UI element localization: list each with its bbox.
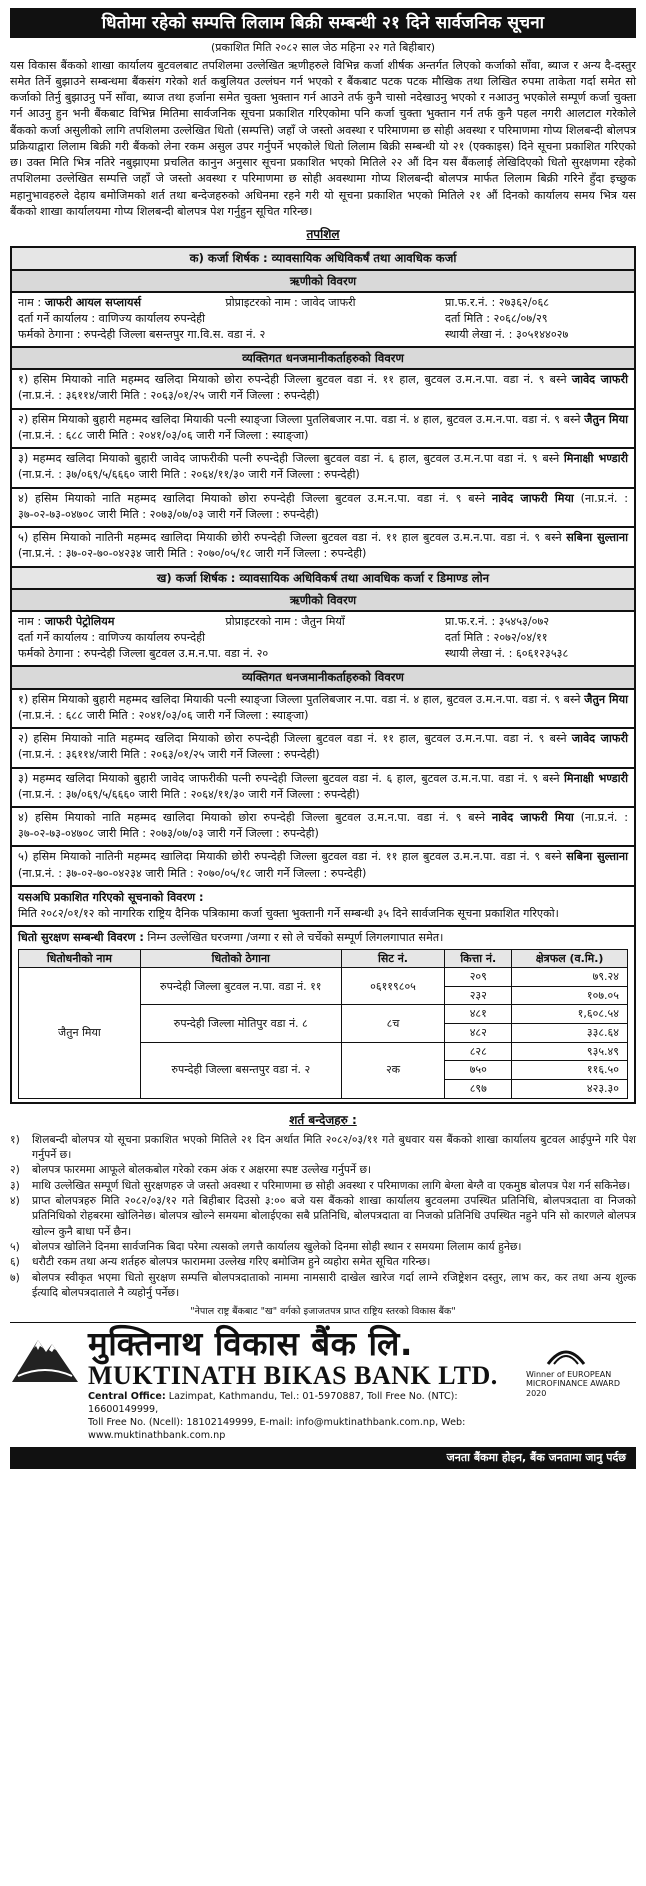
registration-date: दर्ता मिति : २०६८/०७/२९ — [445, 311, 548, 325]
bank-footer — [10, 1322, 636, 1443]
plot-cell: ७५० — [445, 1061, 512, 1080]
collateral-table — [18, 949, 628, 1099]
firm-address: फर्मको ठेगाना : रुपन्देही जिल्ला बसन्तपुर गा.वि.स. वडा नं. २ — [18, 327, 266, 341]
guarantor-item: २) हसिम मियाको नाति महम्मद खलिदा मियाको छोरा रुपन्देही जिल्ला बुटवल वडा नं. ११ हाल, बुटवल उ.म.न.पा. वडा नं. ९ बस्ने जावेद जाफरी (ना.प्र.नं. : ३६११४/जारी मिति : २०६३/०१/२५ जारी गर्ने जिल्ला : रुपन्देही) — [12, 729, 634, 768]
loan-b-borrower-details — [12, 612, 634, 667]
plot-cell: ८९७ — [445, 1079, 512, 1098]
collateral-intro: धितो सुरक्षण सम्बन्धी विवरण : निम्न उल्लेखित घरजग्गा /जग्गा र सो ले चर्चेको सम्पूर्ण लिगलगापात समेत। — [18, 930, 444, 944]
list-item: ५) बोलपत्र खोलिने दिनमा सार्वजनिक बिदा परेमा त्यसको लगत्तै कार्यालय खुलेको दिनमा सोही स्थान र समयमा लिलाम कार्य हुनेछ। — [10, 1239, 522, 1253]
award-badge: Winner of EUROPEAN MICROFINANCE AWARD 2020 — [526, 1326, 636, 1443]
list-item: ६) धरौटी रकम तथा अन्य शर्तहरु बोलपत्र फाराममा उल्लेख गरिए बमोजिम हुने व्यहोरा समेत सूचित गरिन्छ। — [10, 1255, 431, 1269]
loan-a-borrower-heading: ऋणीको विवरण — [12, 271, 634, 293]
loan-b-heading: ख) कर्जा शिर्षक : व्यावसायिक अधिविकर्ष तथा आवधिक कर्जा र डिमाण्ड लोन — [12, 568, 634, 590]
address-cell: रुपन्देही जिल्ला बुटवल न.पा. वडा नं. ११ — [140, 968, 341, 1005]
award-laurel-icon — [546, 1338, 586, 1368]
table-row — [19, 968, 628, 987]
loan-a-section — [10, 246, 636, 887]
address-cell: रुपन्देही जिल्ला बसन्तपुर वडा नं. २ — [140, 1042, 341, 1098]
pan-number: स्थायी लेखा नं. : ६०६१२३५३८ — [445, 647, 569, 661]
col-area: क्षेत्रफल (व.मि.) — [512, 949, 628, 968]
col-sheet: सिट नं. — [341, 949, 445, 968]
guarantor-item: ४) हसिम मियाको नाति महम्मद खालिदा मियाको छोरा रुपन्देही जिल्ला बुटवल उ.म.न.पा. वडा नं. ९ बस्ने नावेद जाफरी मिया (ना.प्र.नं. : ३७-०२-७३-०४७०८ जारी मिति : २०७३/०७/०३ जारी गर्ने जिल्ला : रुपन्देही) — [12, 808, 634, 847]
plot-cell: ४८१ — [445, 1005, 512, 1024]
prior-notice-text: मिति २०८२/०१/१२ को नागरिक राष्ट्रिय दैनिक पत्रिकामा कर्जा चुक्ता भुक्तानी गर्ने सम्बन्धी ३५ दिने सार्वजनिक सूचना प्रकाशित गरिएको। — [18, 906, 559, 920]
notice-title: धितोमा रहेको सम्पत्ति लिलाम बिक्री सम्बन्धी २१ दिने सार्वजनिक सूचना — [10, 8, 636, 38]
firm-address: फर्मको ठेगाना : रुपन्देही जिल्ला बुटवल उ.म.न.पा. वडा नं. २० — [18, 647, 269, 661]
list-item: ७) बोलपत्र स्वीकृत भएमा धितो सुरक्षण सम्पत्ति बोलपत्रदाताको नाममा नामसारी दाखेल खारेज गर्दा लाग्ने रजिष्ट्रेशन दस्तुर, लाभ कर, कर तथा अन्य शुल्क ईत्यादि बोलपत्रदाताले नै व्यहोर्नु पर्नेछ। — [10, 1270, 636, 1299]
collateral-box — [10, 927, 636, 1104]
loan-a-heading: क) कर्जा शिर्षक : व्यावसायिक अधिविकर्षं तथा आवधिक कर्जा — [12, 248, 634, 270]
owner-cell: जैतुन मिया — [19, 968, 141, 1098]
area-cell: ७९.२४ — [512, 968, 628, 987]
guarantor-item: ५) हसिम मियाको नातिनी महम्मद खालिदा मियाकी छोरी रुपन्देही जिल्ला बुटवल वडा नं. ११ हाल बुटवल उ.म.न.पा. वडा नं. ९ बस्ने सबिना सुल्ताना (ना.प्र.नं. : ३७-०२-७०-०४२३४ जारी मिति : २०७०/०५/१८ जारी गर्ने जिल्ला : रुपन्देही) — [12, 528, 634, 567]
prior-notice-box — [10, 887, 636, 927]
guarantor-item: ३) महम्मद खलिदा मियाको बुहारी जावेद जाफरीकी पत्नी रुपन्देही जिल्ला बुटवल वडा नं. ६ हाल, बुटवल उ.म.न.पा वडा नं. ९ बस्ने मिनाक्षी भण्डारी (ना.प्र.नं. : ३७/०६९/५/६६६० जारी मिति : २०६४/११/३० जारी गर्ने जिल्ला : रुपन्देही) — [12, 449, 634, 488]
sheet-cell: ८च — [341, 1005, 445, 1042]
guarantor-item: १) हसिम मियाको नाति महम्मद खलिदा मियाको छोरा रुपन्देही जिल्ला बुटवल वडा नं. ११ हाल, बुटवल उ.म.न.पा. वडा नं. ९ बस्ने जावेद जाफरी (ना.प्र.नं. : ३६११४/जारी मिति : २०६३/०१/२५ जारी गर्ने जिल्ला : रुपन्देही) — [12, 370, 634, 409]
col-address: धितोको ठेगाना — [140, 949, 341, 968]
bank-tagline: जनता बैंकमा होइन, बैंक जनतामा जानु पर्दछ — [10, 1447, 636, 1469]
area-cell: १,६०८.५४ — [512, 1005, 628, 1024]
plot-cell: ८२८ — [445, 1042, 512, 1061]
registration-office: दर्ता गर्ने कार्यालय : वाणिज्य कार्यालय रुपन्देही — [18, 631, 206, 645]
area-cell: १०७.०५ — [512, 986, 628, 1005]
pan-number: स्थायी लेखा नं. : ३०५१४४०२७ — [445, 327, 569, 341]
proprietor-name: प्रोप्राइटरको नाम : जावेद जाफरी — [225, 295, 356, 309]
area-cell: ११६.५० — [512, 1061, 628, 1080]
registration-office: दर्ता गर्ने कार्यालय : वाणिज्य कार्यालय रुपन्देही — [18, 311, 206, 325]
guarantor-item: ३) महम्मद खलिदा मियाको बुहारी जावेद जाफरीकी पत्नी रुपन्देही जिल्ला बुटवल वडा नं. ६ हाल, बुटवल उ.म.न.पा. वडा नं. ९ बस्ने मिनाक्षी भण्डारी (ना.प्र.नं. : ३७/०६९/५/६६६० जारी मिति : २०६४/११/३० जारी गर्ने जिल्ला : रुपन्देही) — [12, 769, 634, 808]
proprietor-name: प्रोप्राइटरको नाम : जैतुन मियाँ — [225, 615, 345, 629]
table-header-row — [19, 949, 628, 968]
loan-b-borrower-heading: ऋणीको विवरण — [12, 590, 634, 612]
plot-cell: २०९ — [445, 968, 512, 987]
sheet-cell: २क — [341, 1042, 445, 1098]
plot-cell: ४८२ — [445, 1024, 512, 1043]
guarantor-item: १) हसिम मियाको बुहारी महम्मद खलिदा मियाकी पत्नी स्याङ्जा जिल्ला पुतलिबजार न.पा. वडा नं. ४ हाल, बुटवल उ.म.न.पा. वडा नं. ९ बस्ने जैतुन मिया (ना.प्र.नं. : ६८८ जारी मिति : २०४१/०३/०६ जारी गर्ने जिल्ला : स्याङ्जा) — [12, 690, 634, 729]
registration-no: प्रा.फ.र.नं. : २७३६२/०६८ — [444, 295, 550, 309]
registration-date: दर्ता मिति : २०७२/०४/११ — [445, 631, 548, 645]
area-cell: ९३५.४९ — [512, 1042, 628, 1061]
loan-a-guarantor-heading: व्यक्तिगत धनजमानीकर्ताहरुको विवरण — [12, 348, 634, 370]
list-item: ४) प्राप्त बोलपत्रहरु मिति २०८२/०३/१२ गते बिहीबार दिउसो ३:०० बजे यस बैंकको शाखा कार्यालय बुटवलमा उपस्थित प्रतिनिधि, बोलपत्रदाता वा निजको प्रतिनिधिको रोहबरमा खोलिनेछ। बोलपत्र खोल्ने समयमा बोलाईएका सबै प्रतिनिधि, बोलपत्रदाता वा निजको प्रतिनिधि उपस्थित नहुने पनि सो कारणले बोलपत्र खोल्न कुनै बाधा पर्ने छैन। — [10, 1193, 636, 1238]
col-plot: कित्ता नं. — [445, 949, 512, 968]
guarantor-item: २) हसिम मियाको बुहारी महम्मद खलिदा मियाकी पत्नी स्याङ्जा जिल्ला पुतलिबजार न.पा. वडा नं. ४ हाल, बुटवल उ.म.न.पा. वडा नं. ९ बस्ने जैतुन मिया (ना.प्र.नं. : ६८८ जारी मिति : २०४१/०३/०६ जारी गर्ने जिल्ला : स्याङ्जा) — [12, 410, 634, 449]
address-cell: रुपन्देही जिल्ला मोतिपुर वडा नं. ८ — [140, 1005, 341, 1042]
guarantor-item: ५) हसिम मियाको नातिनी महम्मद खालिदा मियाकी छोरी रुपन्देही जिल्ला बुटवल वडा नं. ११ हाल बुटवल उ.म.न.पा. वडा नं. ९ बस्ने सबिना सुल्ताना (ना.प्र.नं. : ३७-०२-७०-०४२३४ जारी मिति : २०७०/०५/१८ जारी गर्ने जिल्ला : रुपन्देही) — [18, 850, 629, 880]
details-heading: तपशिल — [306, 227, 340, 242]
bank-logo-icon — [10, 1326, 80, 1386]
list-item: ३) माथि उल्लेखित सम्पूर्ण धितो सुरक्षणहरु जे जस्तो अवस्था र परिमाणमा छ सोही अवस्था र परिमाणका लागि बेग्ला बेग्लै वा एकमुष्ठ बोलपत्र पेश गर्न सकिनेछ। — [10, 1178, 631, 1192]
published-date: (प्रकाशित मिति २०८२ साल जेठ महिना २२ गते बिहीबार) — [210, 41, 435, 55]
guarantor-item: ४) हसिम मियाको नाति महम्मद खालिदा मियाको छोरा रुपन्देही जिल्ला बुटवल उ.म.न.पा. वडा नं. ९ बस्ने नावेद जाफरी मिया (ना.प्र.नं. : ३७-०२-७३-०४७०८ जारी मिति : २०७३/०७/०३ जारी गर्ने जिल्ला : रुपन्देही) — [12, 489, 634, 528]
bank-name-english: MUKTINATH BIKAS BANK LTD. — [88, 1360, 498, 1390]
terms-heading: शर्त बन्देजहरु : — [289, 1112, 357, 1127]
loan-a-borrower-details — [12, 293, 634, 348]
intro-paragraph: यस विकास बैंकको शाखा कार्यालय बुटवलबाट तपशिलमा उल्लेखित ऋणीहरुले विभिन्न कर्जा शीर्षक अन्तर्गत लिएको कर्जाको साँवा, ब्याज र अन्य दै-दस्तुर समेत तिर्ने बुझाउने सम्बन्धमा बैंकसंग गरेको शर्त कबुलियत उल्लंघन गर्न भएको र बैंकबाट पटक पटक मौखिक तथा लिखित रुपमा ताकेता गर्दा समेत सो कर्जाको तिर्नु बुझाउनु पर्ने साँवा, ब्याज तथा हर्जाना समेत चुक्ता भुक्तान गर्न आउने तर्फ कुनै चासो नदेखाउनु भएको र नआउनु भएकोले सम्पूर्ण कर्जा चुक्ता गर्न आउनु हुन भनी बैंकबाट विभिन्न मितिमा सार्वजनिक सूचना प्रकाशित गरिएकोमा पनि कर्जा चुक्ता भुक्तान गर्न तर्फ कुनै पहल नगरी आलटाल गरेकोले बैंकको कर्जा असुलीको लागि तपशिलमा उल्लेखित धितो (सम्पत्ति) जहाँ जे जस्तो अवस्था र परिमाणमा छ सोही अवस्था र परिमाणमा गोप्य शिलबन्दी बोलपत्र प्रक्रियाद्वारा लिलाम बिक्री गरी बैंकको लेना रकम असुल उपर गर्नुपर्ने भएकोले धितो लिलाम बिक्री सम्बन्धी यो २१ (एक्काइस) दिने सूचना प्रकाशित गरिएको छ। उक्त मिति भित्र नतिरे नबुझाएमा प्रचलित कानुन अनुसार सूचना प्रकाशित भएको मितिले २२ औं दिन यस बैंकलाई लेखिदिएको धितो सुरक्षणमा रहेको तपशिलमा उल्लेखित सम्पत्ति जहाँ जे जस्तो अवस्था र परिमाणमा छ सोही अवस्थामा गोप्य शिलबन्दी बोलपत्र मार्फत लिलाम बिक्री गरिने हुँदा इच्छुक महानुभावहरुले देहाय बमोजिमको शर्त तथा बन्देजहरुको अधिनमा रहने गरी यो सूचना प्रकाशित भएको मितिले २१ औं दिनको कार्यालय समय भित्र यस बैंकको शाखा कार्यालयमा गोप्य शिलबन्दी बोलपत्र पेश गर्नुहुन सूचित गरिन्छ। — [10, 58, 636, 218]
prior-notice-label: यसअघि प्रकाशित गरिएको सूचनाको विवरण : — [18, 890, 204, 904]
loan-b-guarantor-heading: व्यक्तिगत धनजमानीकर्ताहरुको विवरण — [12, 667, 634, 689]
plot-cell: २३२ — [445, 986, 512, 1005]
contact-info: Central Office: Lazimpat, Kathmandu, Tel.: 01-5970887, Toll Free No. (NTC): 16600149999, Toll Free No. (Ncell): 18102149999, E-mail: info@muktinathbank.com.np, Web: www.muktinathbank.com.np — [88, 1391, 466, 1442]
borrower-name: नाम : जाफरी आयल सप्लायर्स — [18, 295, 142, 309]
sheet-cell: ०६११९८०५ — [341, 968, 445, 1005]
registration-no: प्रा.फ.र.नं. : ३५४५३/०७२ — [444, 615, 550, 629]
area-cell: ३३८.६४ — [512, 1024, 628, 1043]
bank-name-nepali: मुक्तिनाथ विकास बैंक लि. — [88, 1323, 413, 1363]
list-item: २) बोलपत्र फारममा आफूले बोलकबोल गरेको रकम अंक र अक्षरमा स्पष्ट उल्लेख गर्नुपर्ने छ। — [10, 1163, 372, 1177]
terms-list — [10, 1132, 636, 1301]
list-item: १) शिलबन्दी बोलपत्र यो सूचना प्रकाशित भएको मितिले २१ दिन अर्थात मिति २०८२/०३/११ गते बुधवार यस बैंकको शाखा कार्यालय बुटवल आईपुग्ने गरि पेश गर्नुपर्ने छ। — [10, 1132, 636, 1161]
bank-slogan: "नेपाल राष्ट्र बैंकबाट "ख" वर्गको इजाजतपत्र प्राप्त राष्ट्रिय स्तरको विकास बैंक" — [190, 1306, 456, 1318]
col-owner: धितोधनीको नाम — [19, 949, 141, 968]
borrower-name: नाम : जाफरी पेट्रोलियम — [18, 615, 115, 629]
area-cell: ४२३.३० — [512, 1079, 628, 1098]
bank-info — [80, 1323, 526, 1443]
